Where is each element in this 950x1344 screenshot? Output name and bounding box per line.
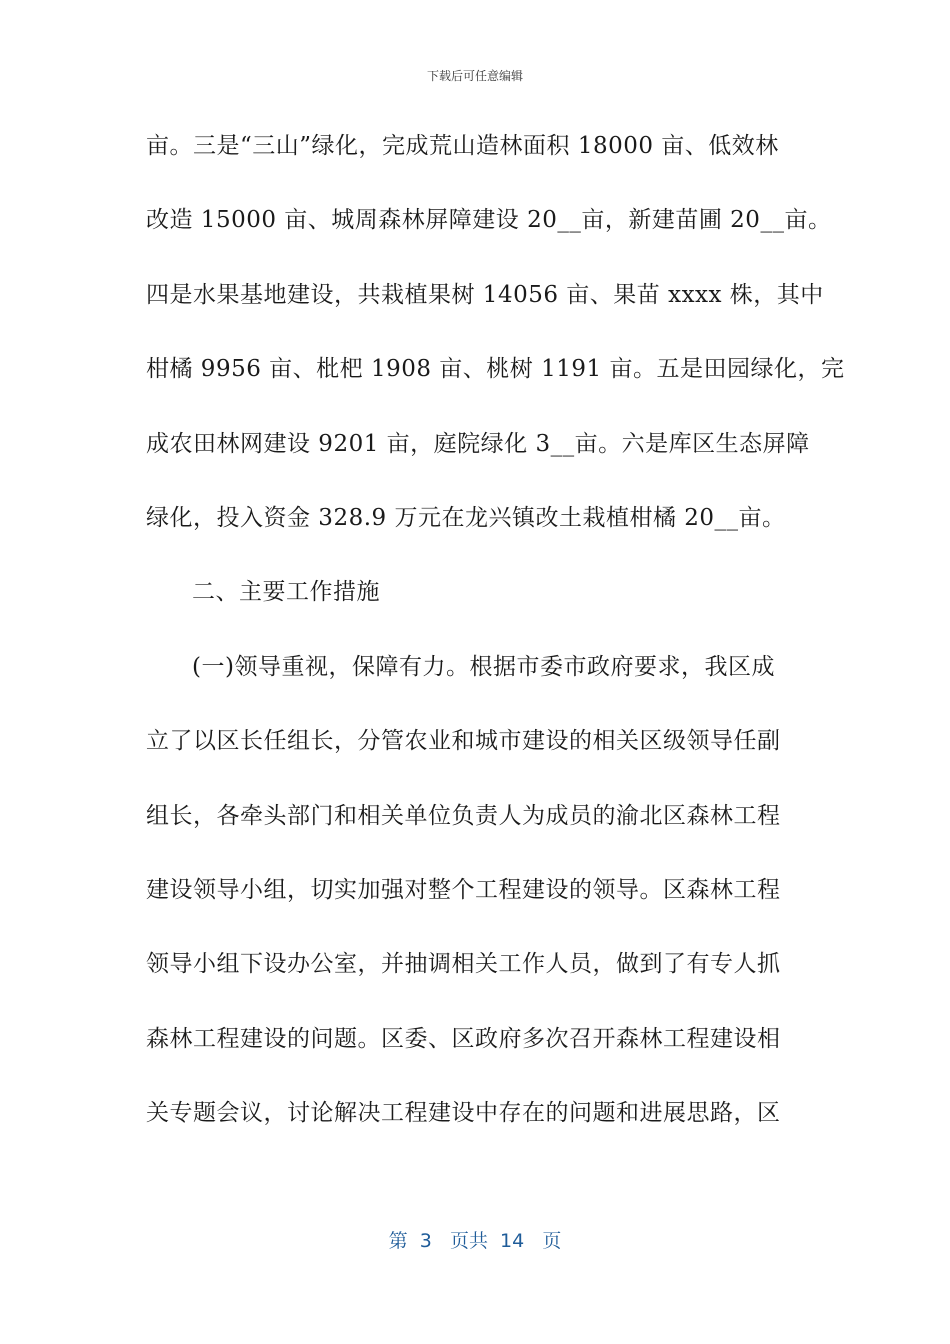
page-header: 下载后可任意编辑 bbox=[426, 69, 523, 83]
body-line: (一)领导重视，保障有力。根据市委市政府要求，我区成 bbox=[192, 653, 775, 680]
body-line: 绿化，投入资金 328.9 万元在龙兴镇改土栽植柑橘 20__亩。 bbox=[146, 504, 786, 531]
body-line: 四是水果基地建设，共栽植果树 14056 亩、果苗 xxxx 株，其中 bbox=[146, 281, 824, 308]
document-body bbox=[146, 122, 845, 1163]
body-line: 组长，各牵头部门和相关单位负责人为成员的渝北区森林工程 bbox=[146, 802, 781, 829]
body-line: 成农田林网建设 9201 亩，庭院绿化 3__亩。六是库区生态屏障 bbox=[146, 430, 810, 457]
body-line: 关专题会议，讨论解决工程建设中存在的问题和进展思路，区 bbox=[146, 1100, 781, 1127]
page-number-footer: 第 3 页共 14 页 bbox=[388, 1230, 562, 1252]
section-heading: 二、主要工作措施 bbox=[192, 579, 380, 606]
body-line: 立了以区长任组长，分管农业和城市建设的相关区级领导任副 bbox=[146, 728, 781, 755]
body-line: 森林工程建设的问题。区委、区政府多次召开森林工程建设相 bbox=[146, 1025, 781, 1052]
body-line: 建设领导小组，切实加强对整个工程建设的领导。区森林工程 bbox=[146, 876, 781, 903]
body-line: 领导小组下设办公室，并抽调相关工作人员，做到了有专人抓 bbox=[146, 951, 781, 978]
body-line: 柑橘 9956 亩、枇杷 1908 亩、桃树 1191 亩。五是田园绿化，完 bbox=[146, 356, 845, 383]
body-line: 亩。三是“三山”绿化，完成荒山造林面积 18000 亩、低效林 bbox=[146, 133, 779, 159]
body-line: 改造 15000 亩、城周森林屏障建设 20__亩，新建苗圃 20__亩。 bbox=[146, 207, 832, 234]
